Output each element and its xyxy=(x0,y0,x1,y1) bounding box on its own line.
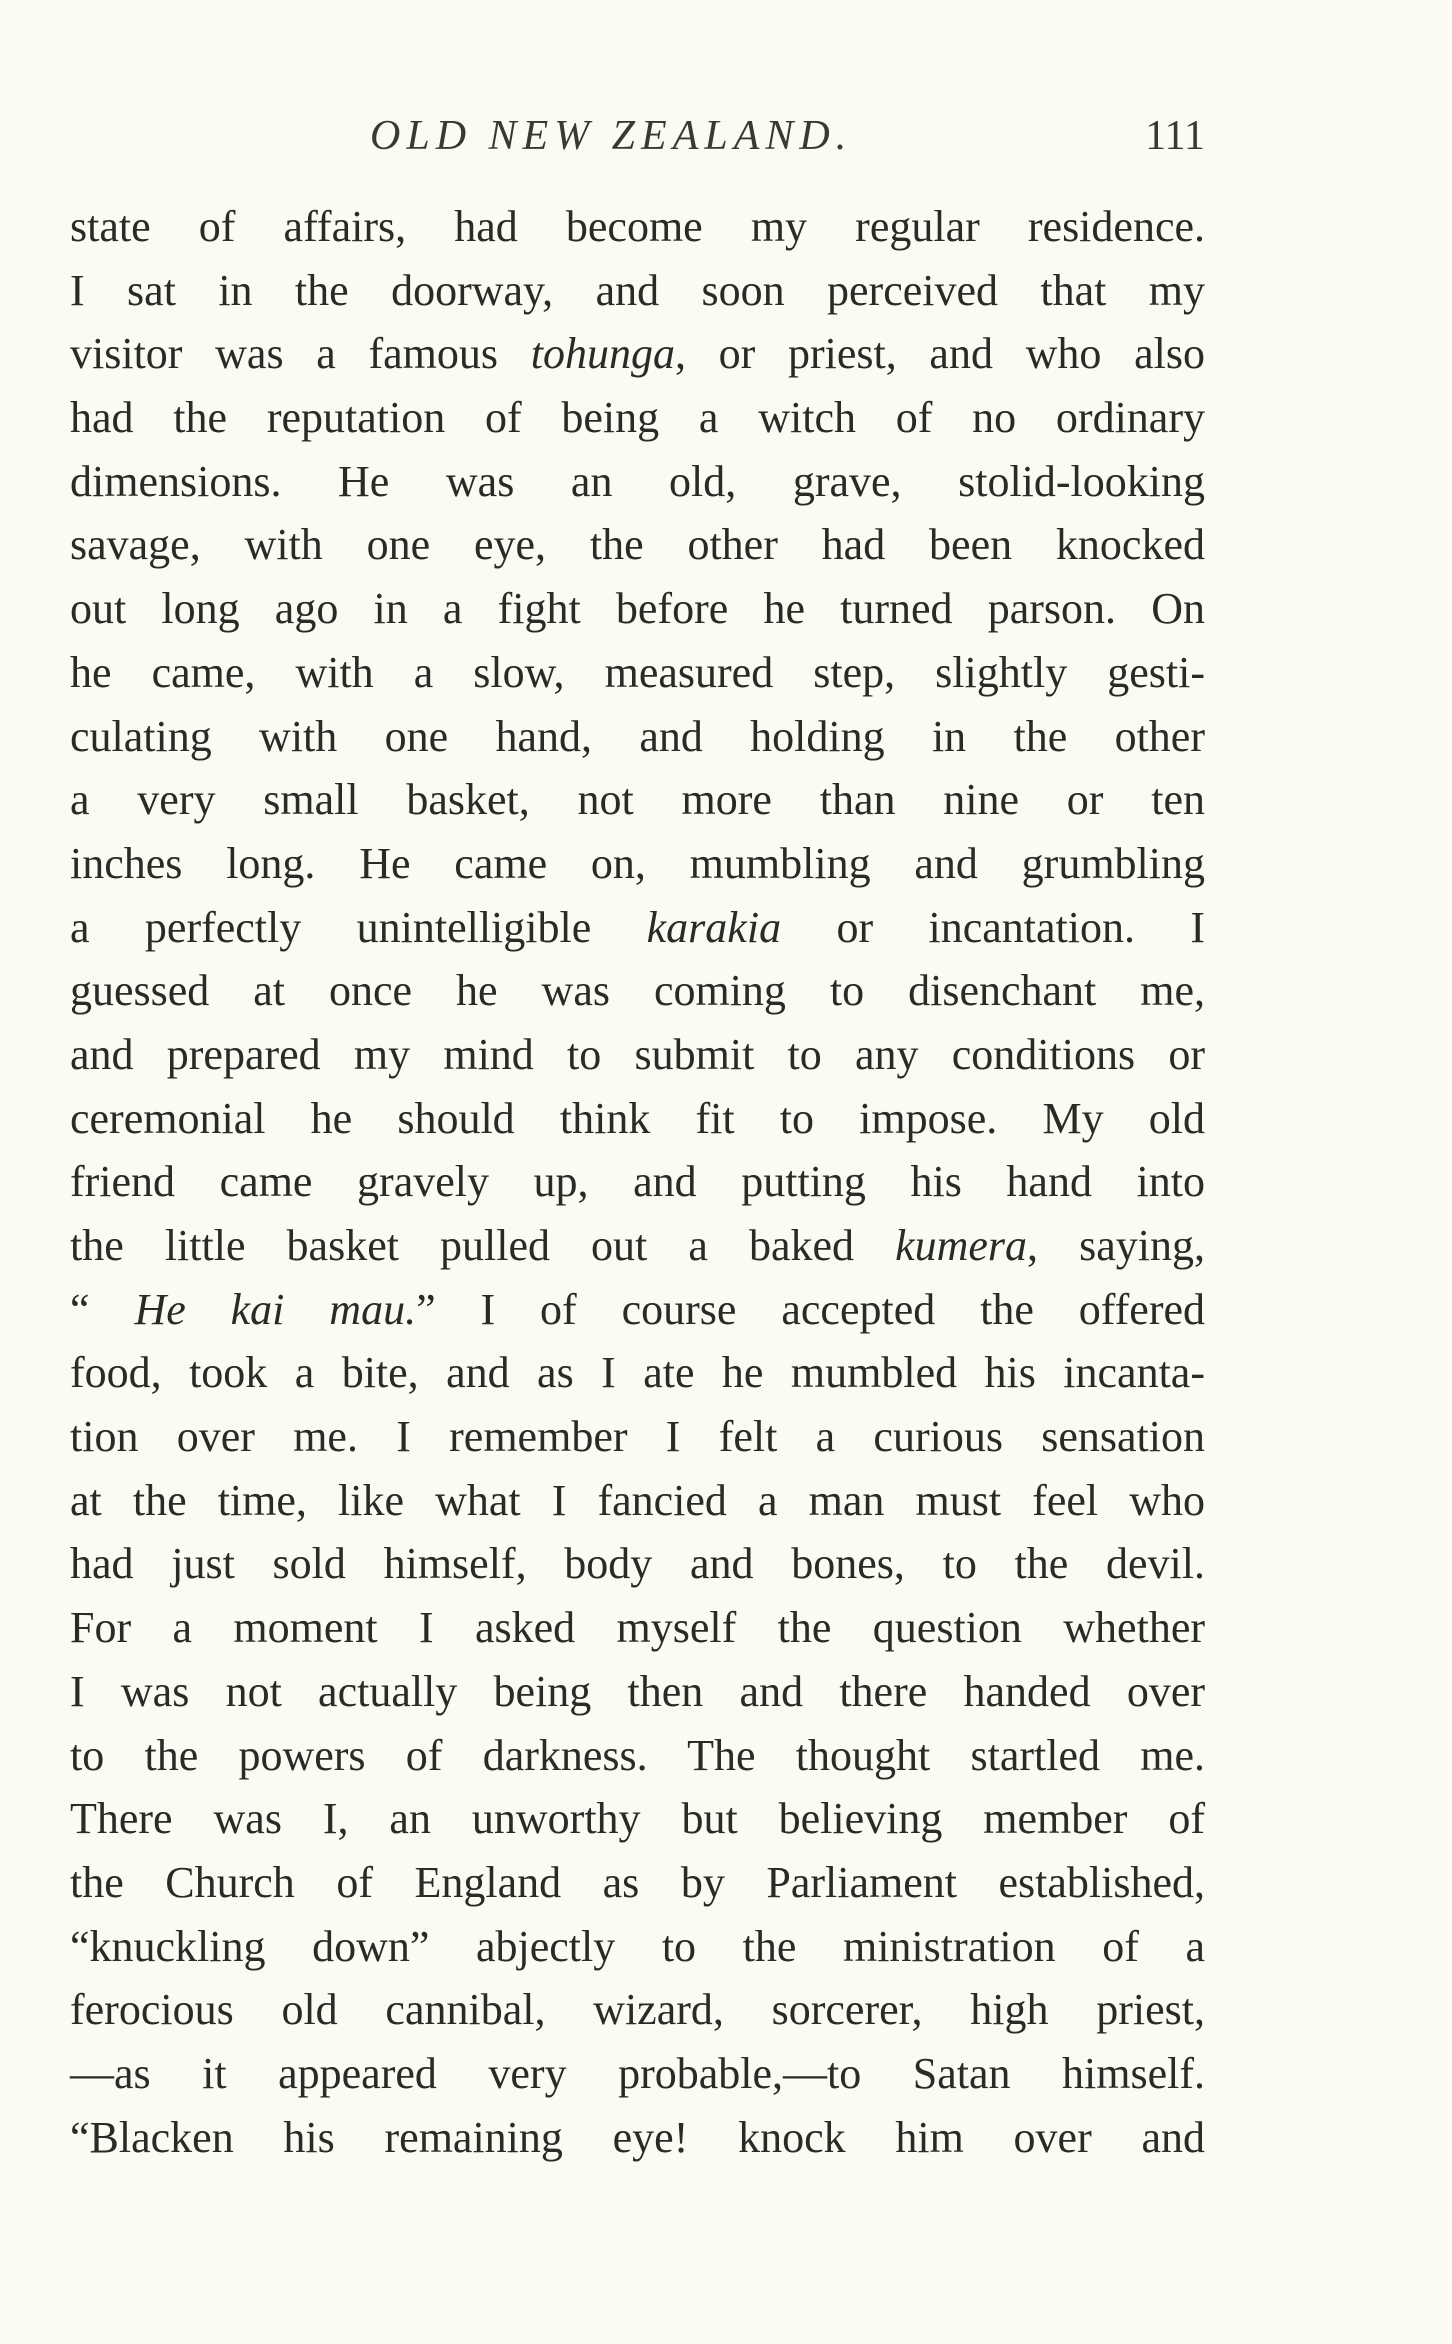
italic-word: kumera xyxy=(895,1221,1028,1270)
text-segment: ” I of course accepted the offered xyxy=(416,1284,1205,1334)
text-segment: a very small basket, not more than nine or ten xyxy=(70,775,1205,825)
text-line xyxy=(70,577,1205,641)
text-segment: I sat in the doorway, and soon perceived that my xyxy=(70,265,1205,315)
text-segment: visitor was a famous xyxy=(70,329,531,379)
text-line xyxy=(70,1087,1205,1151)
text-line xyxy=(70,641,1205,705)
running-title: OLD NEW ZEALAND. xyxy=(370,113,853,159)
text-segment: had the reputation of being a witch of no ordinary xyxy=(70,393,1205,443)
text-segment: guessed at once he was coming to disenchant me, xyxy=(70,966,1205,1016)
text-segment: ceremonial he should think fit to impose. My old xyxy=(70,1093,1205,1143)
text-line xyxy=(70,1532,1205,1596)
text-line xyxy=(70,1023,1205,1087)
text-line xyxy=(70,1214,1205,1278)
text-line xyxy=(70,832,1205,896)
text-segment: , saying, xyxy=(1027,1221,1205,1270)
text-segment: dimensions. He was an old, grave, stolid-looking xyxy=(70,456,1205,506)
text-line xyxy=(70,2042,1205,2106)
text-line xyxy=(70,1915,1205,1979)
text-segment: and prepared my mind to submit to any conditions or xyxy=(70,1029,1205,1079)
text-line xyxy=(70,705,1205,769)
text-segment: state of affairs, had become my regular residence. xyxy=(70,202,1205,251)
text-segment: a perfectly unintelligible xyxy=(70,902,647,952)
text-segment: savage, with one eye, the other had been knocked xyxy=(70,520,1205,570)
text-segment: “knuckling down” abjectly to the ministration of a xyxy=(70,1921,1205,1971)
text-segment: to the powers of darkness. The thought startled me. xyxy=(70,1730,1205,1780)
text-line xyxy=(70,1341,1205,1405)
text-segment: culating with one hand, and holding in the other xyxy=(70,711,1205,761)
text-line xyxy=(70,1150,1205,1214)
text-line xyxy=(70,1724,1205,1788)
text-line xyxy=(70,1787,1205,1851)
text-line xyxy=(70,1469,1205,1533)
text-line xyxy=(70,768,1205,832)
text-segment: at the time, like what I fancied a man must feel who xyxy=(70,1475,1205,1525)
page-number: 111 xyxy=(1145,113,1205,159)
text-line xyxy=(70,386,1205,450)
text-segment: or incantation. I xyxy=(781,902,1205,952)
text-line xyxy=(70,2106,1205,2170)
text-line xyxy=(70,195,1205,259)
text-segment: friend came gravely up, and putting his hand into xyxy=(70,1157,1205,1207)
text-line xyxy=(70,513,1205,577)
text-line xyxy=(70,1405,1205,1469)
text-segment: I was not actually being then and there handed over xyxy=(70,1666,1205,1716)
text-segment: out long ago in a fight before he turned parson. On xyxy=(70,584,1205,634)
text-segment: he came, with a slow, measured step, slightly gesti- xyxy=(70,647,1205,697)
text-segment: the little basket pulled out a baked xyxy=(70,1221,896,1270)
italic-word: He kai mau. xyxy=(134,1284,417,1334)
text-line xyxy=(70,896,1205,960)
text-line xyxy=(70,959,1205,1023)
text-line xyxy=(70,1596,1205,1660)
text-line xyxy=(70,1851,1205,1915)
italic-word: karakia xyxy=(646,902,782,952)
text-segment: “Blacken his remaining eye! knock him over and xyxy=(70,2112,1205,2162)
text-segment: “ xyxy=(70,1284,135,1334)
text-segment: tion over me. I remember I felt a curious sensation xyxy=(70,1412,1205,1462)
text-line xyxy=(70,450,1205,514)
text-segment: the Church of England as by Parliament established, xyxy=(70,1857,1205,1907)
text-segment: inches long. He came on, mumbling and grumbling xyxy=(70,838,1205,888)
text-line xyxy=(70,1660,1205,1724)
body-text xyxy=(70,195,1205,2169)
text-segment: ferocious old cannibal, wizard, sorcerer, high priest, xyxy=(70,1985,1205,2035)
running-head xyxy=(70,112,1205,172)
text-line xyxy=(70,1978,1205,2042)
text-segment: There was I, an unworthy but believing member of xyxy=(70,1794,1205,1844)
text-segment: had just sold himself, body and bones, to the devil. xyxy=(70,1539,1205,1589)
text-segment: food, took a bite, and as I ate he mumbled his incanta- xyxy=(70,1348,1205,1398)
italic-word: tohunga xyxy=(530,329,675,379)
text-line xyxy=(70,1278,1205,1342)
text-segment: For a moment I asked myself the question whether xyxy=(70,1603,1205,1653)
text-line xyxy=(70,322,1205,386)
text-segment: —as it appeared very probable,—to Satan himself. xyxy=(70,2048,1205,2098)
text-segment: , or priest, and who also xyxy=(674,329,1206,379)
text-line xyxy=(70,259,1205,323)
